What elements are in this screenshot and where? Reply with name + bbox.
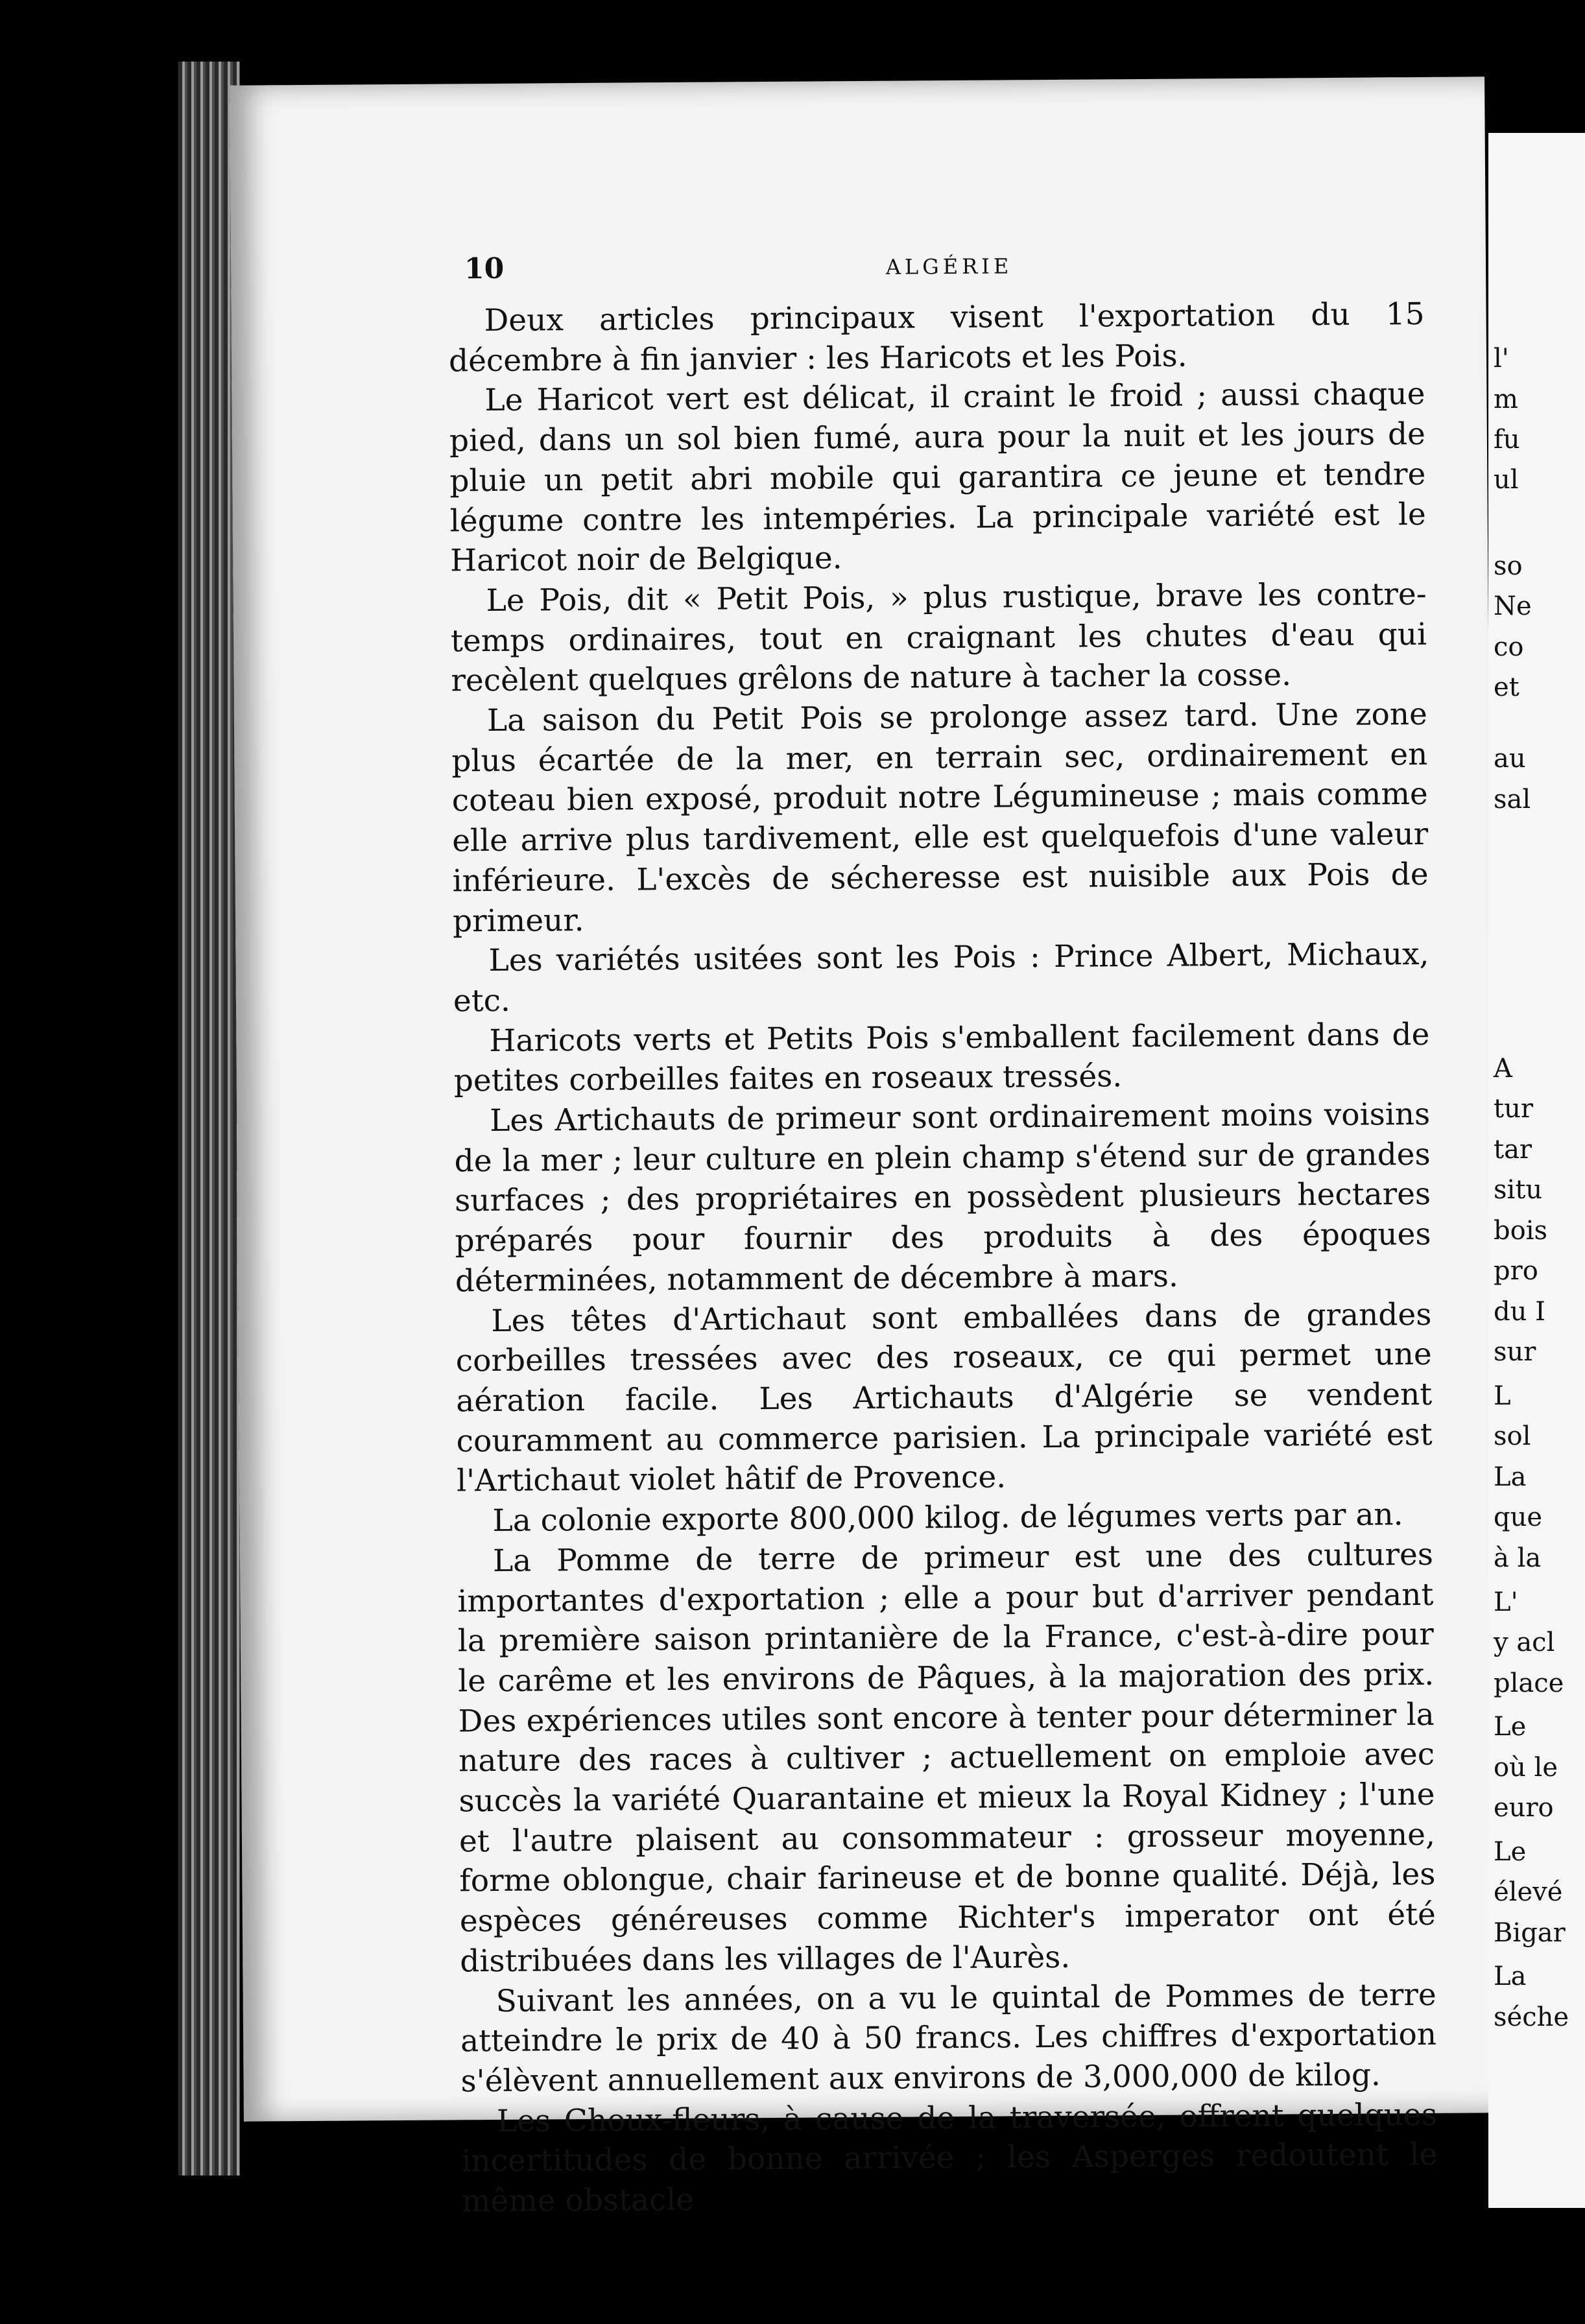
facing-page-fragment: sur [1494, 1337, 1536, 1367]
facing-page-fragment: m [1494, 385, 1518, 414]
book-page [230, 77, 1499, 2220]
facing-page-fragment: l' [1494, 344, 1509, 374]
facing-page-fragment: Le [1494, 1712, 1527, 1742]
running-head: ALGÉRIE [885, 254, 1013, 279]
facing-page-fragment: élevé [1494, 1877, 1563, 1907]
paragraph: Les Choux-fleurs, à cause de la traversée, offrent quelques incertitudes de bonne arrivée ; les Asperges redoutent le même obstacle [461, 2096, 1438, 2220]
paragraph: Les variétés usitées sont les Pois : Prince Albert, Michaux, etc. [453, 936, 1429, 1019]
facing-page-fragment: L' [1494, 1587, 1518, 1617]
facing-page [1488, 133, 1585, 2208]
book-page-edges [178, 62, 240, 2176]
paragraph: La colonie exporte 800,000 kilog. de légumes verts par an. [492, 1497, 1403, 1539]
facing-page-fragment: du I [1494, 1297, 1545, 1327]
paragraph: Haricots verts et Petits Pois s'emballent facilement dans de petites corbeilles faites en roseaux tressés. [453, 1016, 1430, 1099]
facing-page-fragment: bois [1494, 1216, 1548, 1246]
paragraph: Le Pois, dit « Petit Pois, » plus rustique, brave les contre-temps ordinaires, tout en craignant les chutes d'eau qui recèlent quelques grêlons de nature à tacher la cosse. [450, 576, 1427, 699]
facing-page-fragment: à la [1494, 1543, 1542, 1573]
body-text [448, 294, 1438, 2222]
facing-page-fragment: où le [1494, 1753, 1558, 1783]
facing-page-fragment: La [1494, 1962, 1527, 1991]
facing-page-fragment: pro [1494, 1256, 1538, 1286]
facing-page-fragment: sol [1494, 1421, 1531, 1451]
facing-page-fragment: y acl [1494, 1628, 1555, 1657]
paragraph: La Pomme de terre de primeur est une des cultures importantes d'exportation ; elle a pour but d'arriver pendant la première saison printanière de la France, c'est-à-dire pour le carême et les environs de Pâques, à la majoration des prix. Des expériences utiles sont encore à tenter pour déterminer la nature des races à cultiver ; actuellement on emploie avec succès la variété Quarantaine et mieux la Royal Kidney ; l'une et l'autre plaisent au consommateur : grosseur moyenne, forme oblongue, chair farineuse et de bonne qualité. Déjà, les espèces généreuses comme Richter's imperator ont été distribuées dans les villages de l'Aurès. [457, 1536, 1436, 1980]
facing-page-fragment: fu [1494, 425, 1520, 455]
facing-page-fragment: place [1494, 1668, 1564, 1698]
facing-page-fragment: L [1494, 1381, 1511, 1411]
facing-page-fragment: tur [1494, 1094, 1533, 1124]
paragraph: Deux articles principaux visent l'exportation du 15 décembre à fin janvier : les Haricots et les Pois. [448, 296, 1425, 379]
facing-page-fragment: A [1494, 1054, 1512, 1084]
facing-page-fragment: sal [1494, 785, 1531, 814]
facing-page-fragment: so [1494, 551, 1523, 581]
facing-page-fragment: et [1494, 672, 1519, 702]
facing-page-fragment: au [1494, 744, 1526, 774]
paragraph: Le Haricot vert est délicat, il craint le froid ; aussi chaque pied, dans un sol bien fumé, aura pour la nuit et les jours de pluie un petit abri mobile qui garantira ce jeune et tendre légume contre les intempéries. La principale variété est le Haricot noir de Belgique. [449, 376, 1426, 579]
facing-page-fragment: ul [1494, 465, 1519, 495]
facing-page-fragment: que [1494, 1502, 1543, 1532]
facing-page-fragment: co [1494, 632, 1524, 662]
paragraph: La saison du Petit Pois se prolonge assez tard. Une zone plus écartée de la mer, en terrain sec, ordinairement en coteau bien exposé, produit notre Légumineuse ; mais comme elle arrive plus tardivement, elle est quelquefois d'une valeur inférieure. L'excès de sécheresse est nuisible aux Pois de primeur. [451, 696, 1429, 939]
facing-page-fragment: euro [1494, 1793, 1554, 1823]
facing-page-fragment: situ [1494, 1175, 1543, 1205]
facing-page-fragment: séche [1494, 2002, 1569, 2032]
page-number: 10 [464, 252, 505, 286]
paragraph: Les têtes d'Artichaut sont emballées dans de grandes corbeilles tressées avec des roseaux, ce qui permet une aération facile. Les Artichauts d'Algérie se vendent couramment au commerce parisien. La principale variété est l'Artichaut violet hâtif de Provence. [455, 1296, 1433, 1499]
paragraph: Suivant les années, on a vu le quintal de Pommes de terre atteindre le prix de 40 à 50 francs. Les chiffres d'exportation s'élèvent annuellement aux environs de 3,000,000 de kilog. [460, 1976, 1437, 2100]
facing-page-fragment: tar [1494, 1135, 1532, 1165]
facing-page-fragment: Le [1494, 1837, 1527, 1867]
facing-page-fragment: Ne [1494, 591, 1532, 621]
facing-page-fragment: La [1494, 1462, 1527, 1492]
facing-page-fragment: Bigar [1494, 1918, 1566, 1948]
paragraph: Les Artichauts de primeur sont ordinairement moins voisins de la mer ; leur culture en plein champ s'étend sur de grandes surfaces ; des propriétaires en possèdent plusieurs hectares préparés pour fournir des produits à des époques déterminées, notamment de décembre à mars. [454, 1096, 1431, 1299]
page-header [464, 246, 1434, 291]
